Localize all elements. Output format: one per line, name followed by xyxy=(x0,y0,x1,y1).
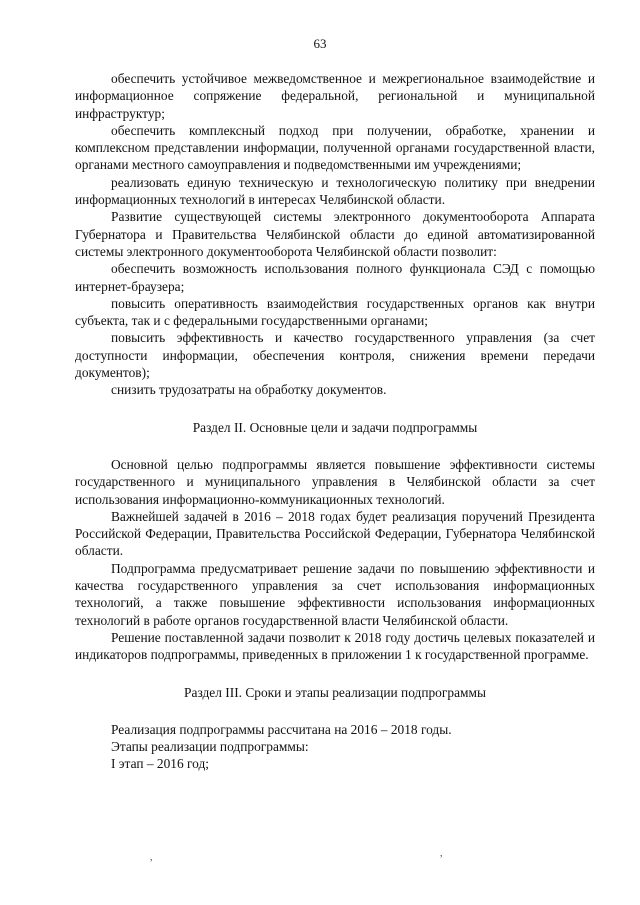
section-heading: Раздел III. Сроки и этапы реализации подпрограммы xyxy=(184,684,486,700)
paragraph: повысить эффективность и качество государственного управления (за счет доступности информации, обеспечения контроля, снижения времени передачи документов); xyxy=(75,330,595,381)
paragraph: Решение поставленной задачи позволит к 2018 году достичь целевых показателей и индикаторов подпрограммы, приведенных в приложении 1 к государственной программе. xyxy=(75,629,595,663)
scan-speck: , xyxy=(440,848,443,859)
paragraph: Реализация подпрограммы рассчитана на 2016 – 2018 годы. xyxy=(111,721,452,737)
section-heading: Раздел II. Основные цели и задачи подпрограммы xyxy=(192,419,478,435)
page-number: 63 xyxy=(313,36,327,51)
paragraph: Развитие существующей системы электронного документооборота Аппарата Губернатора и Правительства Челябинской области до единой автоматизированной системы электронного документооборота Челябинской области позволит: xyxy=(75,209,595,259)
paragraph: повысить оперативность взаимодействия государственных органов как внутри субъекта, так и с федеральными государственными органами; xyxy=(75,295,595,329)
paragraph: I этап – 2016 год; xyxy=(111,756,210,772)
paragraph: Важнейшей задачей в 2016 – 2018 годах будет реализация поручений Президента Российской Федерации, Правительства Российской Федерации, Губернатора Челябинской области. xyxy=(75,508,595,559)
paragraph: обеспечить возможность использования полного функционала СЭД с помощью интернет-браузера; xyxy=(75,261,595,294)
paragraph: снизить трудозатраты на обработку документов. xyxy=(111,382,387,398)
scan-speck: , xyxy=(150,852,153,863)
paragraph: обеспечить устойчивое межведомственное и межрегиональное взаимодействие и информационное сопряжение федеральной, региональной и муниципальной инфраструктур; xyxy=(75,71,595,121)
paragraph: Этапы реализации подпрограммы: xyxy=(111,739,309,755)
paragraph: Подпрограмма предусматривает решение задачи по повышению эффективности и качества государственного управления за счет использования информационных технологий, а также повышение эффективности использования информационных технологий в работе органов государственной власти Челябинской области. xyxy=(75,560,595,628)
paragraph: обеспечить комплексный подход при получении, обработке, хранении и комплексном представлении информации, полученной органами государственной власти, органами местного самоуправления и подведомственными им учреждениями; xyxy=(75,122,595,173)
paragraph: Основной целью подпрограммы является повышение эффективности системы государственного и муниципального управления в Челябинской области за счет использования информационно-коммуникационных технологий. xyxy=(75,456,595,507)
paragraph: реализовать единую техническую и технологическую политику при внедрении информационных технологий в интересах Челябинской области. xyxy=(75,174,595,208)
document-body xyxy=(75,70,595,773)
